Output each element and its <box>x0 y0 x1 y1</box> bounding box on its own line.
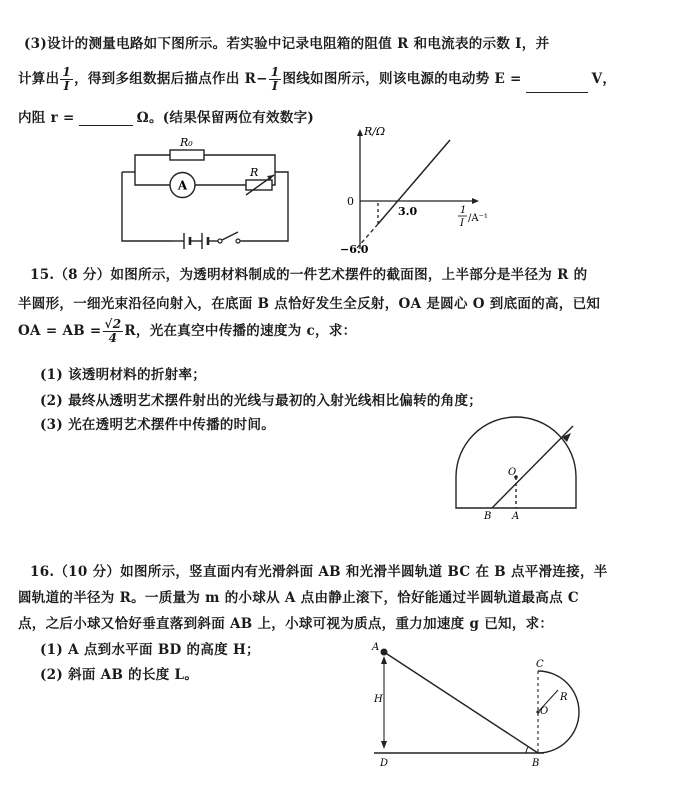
graph-y-axis-label: R/Ω <box>364 125 386 138</box>
fig16-ball <box>381 649 388 656</box>
fig16-label-a: A <box>372 642 380 653</box>
ammeter-label: A <box>177 178 188 193</box>
emf-answer-blank <box>526 78 588 93</box>
fig16-label-d: D <box>380 758 389 769</box>
graph-x-label-num: 1 <box>460 205 467 216</box>
fig15-label-o: O <box>508 467 517 478</box>
r-vs-1-over-i-graph <box>340 125 510 255</box>
q15-line3-b: R，光在真空中传播的速度为 c，求： <box>124 323 357 339</box>
fraction-sqrt2-over-4: $\frac{√2}{4}$ <box>104 317 122 345</box>
fig16-label-c: C <box>536 659 544 670</box>
q16-item2: (2) 斜面 AB 的长度 L。 <box>40 667 199 683</box>
fig15-label-a: A <box>512 511 520 522</box>
r0-label: R₀ <box>180 136 193 149</box>
q3-line3-b: Ω。(结果保留两位有效数字) <box>136 110 315 126</box>
q3-line3-a: 内阻 r = <box>18 110 75 126</box>
q15-line3-a: OA = AB = <box>18 323 102 339</box>
r0-resistor <box>170 150 204 160</box>
q15-item1: (1) 该透明材料的折射率； <box>40 367 207 383</box>
q3-line3 <box>18 106 314 126</box>
q16-line1: 16.（10 分）如图所示，竖直面内有光滑斜面 AB 和光滑半圆轨道 BC 在 B 点平滑连接，半 <box>30 564 608 580</box>
fig16-label-o: O <box>540 706 549 717</box>
fraction-1-over-I-2: $\frac{1}{I}$ <box>270 65 280 93</box>
graph-x-label-den: I <box>460 218 464 229</box>
q3-unit-v: V， <box>591 71 617 87</box>
q15-line2: 半圆形，一细光束沿径向射入，在底面 B 点恰好发生全反射，OA 是圆心 O 到底面的高，已知 <box>18 296 601 312</box>
q3-line2 <box>18 66 616 93</box>
q15-line1: 15.（8 分）如图所示，为透明材料制成的一件艺术摆件的截面图，上半部分是半径为 R 的 <box>30 267 588 283</box>
fraction-1-over-I: $\frac{1}{I}$ <box>62 65 72 93</box>
r-label: R <box>250 166 259 179</box>
fig16-incline-diagram <box>360 640 600 775</box>
fig15-label-b: B <box>484 511 492 522</box>
fig15-ornament-outline <box>456 417 576 508</box>
fig15-ornament-diagram <box>440 415 590 525</box>
fig16-label-r: R <box>560 692 568 703</box>
q16-item1: (1) A 点到水平面 BD 的高度 H； <box>40 642 260 658</box>
switch <box>220 232 238 241</box>
fig16-label-b: B <box>532 758 540 769</box>
q16-line3: 点，之后小球又恰好垂直落到斜面 AB 上，小球可视为质点，重力加速度 g 已知，求： <box>18 616 554 632</box>
fig16-incline-ab <box>384 652 538 753</box>
graph-x-unit: /A⁻¹ <box>468 213 488 224</box>
q3-line1: (3)设计的测量电路如下图所示。若实验中记录电阻箱的阻值 R 和电流表的示数 I，并 <box>24 36 550 52</box>
q16-line2: 圆轨道的半径为 R。一质量为 m 的小球从 A 点由静止滚下，恰好能通过半圆轨道最高点 C <box>18 590 579 606</box>
internal-resistance-answer-blank <box>79 111 133 126</box>
q3-line2-a: 计算出 <box>18 71 60 87</box>
circuit-wire-right <box>242 172 288 241</box>
q15-item2: (2) 最终从透明艺术摆件射出的光线与最初的入射光线相比偏转的角度； <box>40 393 483 409</box>
circuit-diagram <box>110 135 310 255</box>
graph-y-intercept-label: −6.0 <box>340 243 369 256</box>
fig16-label-h: H <box>374 694 383 705</box>
q3-line2-c: 图线如图所示，则该电源的电动势 E = <box>282 71 522 87</box>
q3-line2-b: ，得到多组数据后描点作出 R− <box>74 71 268 87</box>
circuit-wire-left <box>122 172 172 241</box>
graph-origin-label: 0 <box>347 195 354 208</box>
q15-item3: (3) 光在透明艺术摆件中传播的时间。 <box>40 417 276 433</box>
q15-line3 <box>18 318 356 345</box>
graph-x-intercept-label: 3.0 <box>398 205 418 218</box>
fig15-light-ray <box>492 426 573 508</box>
